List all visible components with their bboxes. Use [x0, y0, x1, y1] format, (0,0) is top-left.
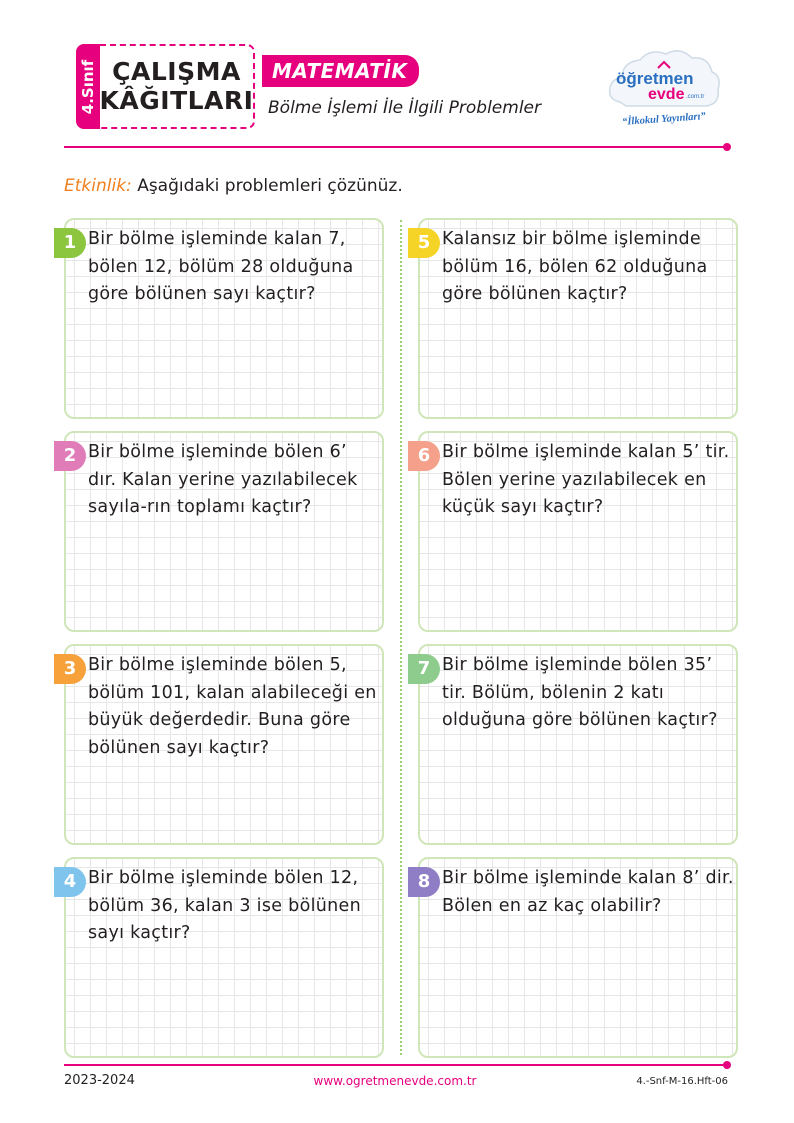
- problem-card-5[interactable]: [418, 218, 738, 419]
- problem-text: Bir bölme işleminde bölen 6’ dır. Kalan yerine yazılabilecek sayıla-rın toplamı kaçtır?: [88, 442, 358, 517]
- grade-label: 4.Sınıf: [79, 59, 97, 114]
- school-year: 2023-2024: [64, 1073, 135, 1088]
- problem-number-badge: 2: [54, 441, 86, 471]
- problem-text: Kalansız bir bölme işleminde bölüm 16, bölen 62 olduğuna göre bölünen kaçtır?: [442, 229, 708, 304]
- problem-card-7[interactable]: [418, 644, 738, 845]
- logo-domain: .com.tr: [686, 94, 705, 100]
- publisher-logo: [606, 46, 722, 130]
- problem-card-4[interactable]: [64, 857, 384, 1058]
- problem-card-8[interactable]: [418, 857, 738, 1058]
- activity-instruction: [64, 176, 403, 196]
- problem-number-badge: 8: [408, 867, 440, 897]
- logo-word-2: evde: [648, 86, 685, 103]
- grade-tab: [76, 44, 100, 129]
- activity-text: Aşağıdaki problemleri çözünüz.: [137, 176, 403, 196]
- problem-card-3[interactable]: [64, 644, 384, 845]
- column-divider: [400, 220, 402, 1055]
- problem-number-badge: 4: [54, 867, 86, 897]
- problem-card-1[interactable]: [64, 218, 384, 419]
- problem-text: Bir bölme işleminde bölen 12, bölüm 36, kalan 3 ise bölünen sayı kaçtır?: [88, 868, 361, 943]
- problem-text: Bir bölme işleminde bölen 5, bölüm 101, kalan alabileceği en büyük değerdedir. Buna göre bölünen sayı kaçtır?: [88, 655, 377, 758]
- problem-number-badge: 5: [408, 228, 440, 258]
- problem-text: Bir bölme işleminde kalan 7, bölen 12, bölüm 28 olduğuna göre bölünen sayı kaçtır?: [88, 229, 354, 304]
- logo-word-1: öğretmen: [616, 69, 694, 88]
- problem-number-badge: 7: [408, 654, 440, 684]
- problem-text: Bir bölme işleminde kalan 8’ dir. Bölen en az kaç olabilir?: [442, 868, 734, 916]
- activity-label: Etkinlik:: [64, 176, 132, 196]
- footer-divider: [64, 1064, 728, 1066]
- worksheet-code: 4.-Snf-M-16.Hft-06: [636, 1076, 728, 1087]
- topic-title: Bölme İşlemi İle İlgili Problemler: [268, 98, 541, 118]
- problem-number-badge: 6: [408, 441, 440, 471]
- problem-text: Bir bölme işleminde kalan 5’ tir. Bölen yerine yazılabilecek en küçük sayı kaçtır?: [442, 442, 730, 517]
- title-line-1: ÇALIŞMA: [112, 56, 241, 86]
- title-line-2: KÂĞITLARI: [99, 85, 254, 115]
- problem-card-6[interactable]: [418, 431, 738, 632]
- subject-label: MATEMATİK: [262, 55, 419, 87]
- problem-number-badge: 3: [54, 654, 86, 684]
- problem-number-badge: 1: [54, 228, 86, 258]
- header-divider: [64, 146, 728, 148]
- problem-text: Bir bölme işleminde bölen 35’ tir. Bölüm, bölenin 2 katı olduğuna göre bölünen kaçtır?: [442, 655, 718, 730]
- logo-tagline: “İlkokul Yayınları”: [621, 111, 707, 128]
- problem-card-2[interactable]: [64, 431, 384, 632]
- worksheet-title: [100, 44, 255, 129]
- publisher-url-text[interactable]: www.ogretmenevde.com.tr: [313, 1074, 477, 1088]
